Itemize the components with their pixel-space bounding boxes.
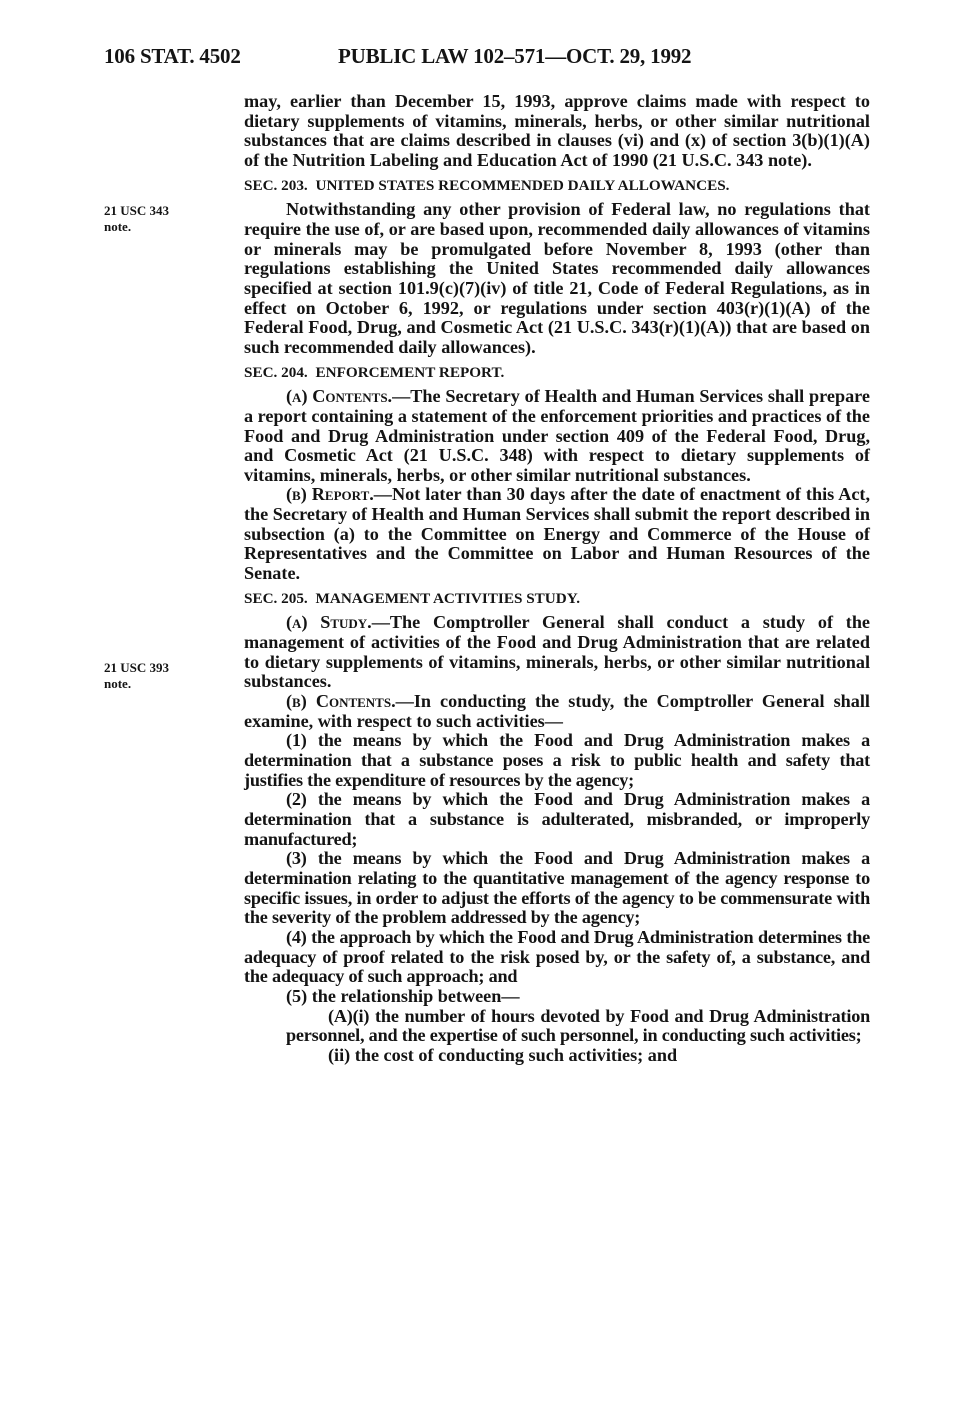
carryover-paragraph: may, earlier than December 15, 1993, approve claims made with respect to dietary supplements of vitamins, minerals, herbs, or other similar nutritional substances that are claims described in clauses (vi) and (x) of section 3(b)(1)(A) of the Nutrition Labeling and Education Act of 1990 (21 U.S.C. 343 note). bbox=[244, 91, 870, 170]
header-public-law: PUBLIC LAW 102–571—OCT. 29, 1992 bbox=[338, 44, 692, 68]
section-205-subsection-b bbox=[244, 692, 870, 731]
section-number: SEC. 205. bbox=[244, 589, 308, 607]
running-header bbox=[104, 44, 864, 72]
margin-note-citation: 21 USC 343 bbox=[104, 203, 170, 218]
paragraph-item-3: (3) the means by which the Food and Drug Administration makes a determination relating to the quantitative management of the agency response to specific issues, in order to adjust the efforts of the agency to be commensurate with the severity of the problem addressed by the agency; bbox=[244, 848, 870, 928]
section-number: SEC. 203. bbox=[244, 176, 308, 194]
section-203-heading bbox=[244, 176, 870, 196]
paragraph-item-4: (4) the approach by which the Food and Drug Administration determines the adequacy of proof related to the risk posed by, or the safety of, a substance, and the adequacy of such approach; and bbox=[244, 926, 870, 987]
subsection-label: (b) Contents. bbox=[286, 691, 396, 712]
section-title: UNITED STATES RECOMMENDED DAILY ALLOWANCES. bbox=[315, 176, 730, 194]
margin-note-sec-203 bbox=[104, 203, 204, 235]
paragraph-item-1: (1) the means by which the Food and Drug Administration makes a determination that a substance poses a risk to public health and safety that justifies the expenditure of resources by the agency; bbox=[244, 730, 870, 790]
section-203-text: Notwithstanding any other provision of Federal law, no regulations that require the use of, or are based upon, recommended daily allowances of vitamins or minerals may be promulgated before November 8, 1993 (other than regulations establishing the United States recommended daily allowances specified at section 101.9(c)(7)(iv) of title 21, Code of Federal Regulations, as in effect on October 6, 1992, or regulations under section 403(r)(1)(A) of the Federal Food, Drug, and Cosmetic Act (21 U.S.C. 343(r)(1)(A)) that are based on such recommended daily allowances). bbox=[244, 199, 870, 357]
subsection-text: —Not later than 30 days after the date of enactment of this Act, the Secretary of Health and Human Services shall submit the report described in subsection (a) to the Committee on Energy and Commerce of the House of Representatives and the Committee on Labor and Human Resources of the Senate. bbox=[244, 484, 870, 584]
subsection-text: —In conducting the study, the Comptroller General shall examine, with respect to such activities— bbox=[244, 691, 870, 731]
section-title: MANAGEMENT ACTIVITIES STUDY. bbox=[315, 589, 581, 607]
section-205-subsection-a bbox=[244, 613, 870, 692]
margin-note-suffix: note. bbox=[104, 676, 132, 691]
section-number: SEC. 204. bbox=[244, 363, 308, 381]
margin-note-suffix: note. bbox=[104, 219, 132, 234]
margin-note-citation: 21 USC 393 bbox=[104, 660, 170, 675]
clause-ii: (ii) the cost of conducting such activities; and bbox=[328, 1044, 678, 1065]
section-title: ENFORCEMENT REPORT. bbox=[315, 363, 505, 381]
statute-body bbox=[244, 92, 870, 1066]
subparagraph-a-i: (A)(i) the number of hours devoted by Food and Drug Administration personnel, and the expertise of such personnel, in conducting such activities; bbox=[286, 1005, 870, 1046]
subsection-text: —The Secretary of Health and Human Services shall prepare a report containing a statement of the enforcement priorities and practices of the Food and Drug Administration under section 409 of the Federal Food, Drug, and Cosmetic Act (21 U.S.C. 348) with respect to dietary supplements of vitamins, minerals, herbs, or other similar nutritional substances. bbox=[244, 386, 870, 485]
subsection-label: (b) Report. bbox=[286, 484, 374, 505]
section-204-subsection-b bbox=[244, 485, 870, 583]
section-205-heading bbox=[244, 589, 870, 609]
header-stat-page: 106 STAT. 4502 bbox=[104, 44, 241, 68]
subsection-label: (a) Contents. bbox=[286, 386, 393, 407]
paragraph-item-2: (2) the means by which the Food and Drug Administration makes a determination that a substance is adulterated, misbranded, or improperly manufactured; bbox=[244, 789, 870, 849]
section-204-subsection-a bbox=[244, 387, 870, 485]
margin-note-sec-205 bbox=[104, 660, 204, 692]
paragraph-item-5: (5) the relationship between— bbox=[286, 985, 520, 1006]
section-204-heading bbox=[244, 363, 870, 383]
subsection-text: —The Comptroller General shall conduct a study of the management of activities of the Food and Drug Administration that are related to dietary supplements of vitamins, minerals, herbs, or other similar nutritional substances. bbox=[244, 612, 871, 692]
subsection-label: (a) Study. bbox=[286, 612, 372, 633]
